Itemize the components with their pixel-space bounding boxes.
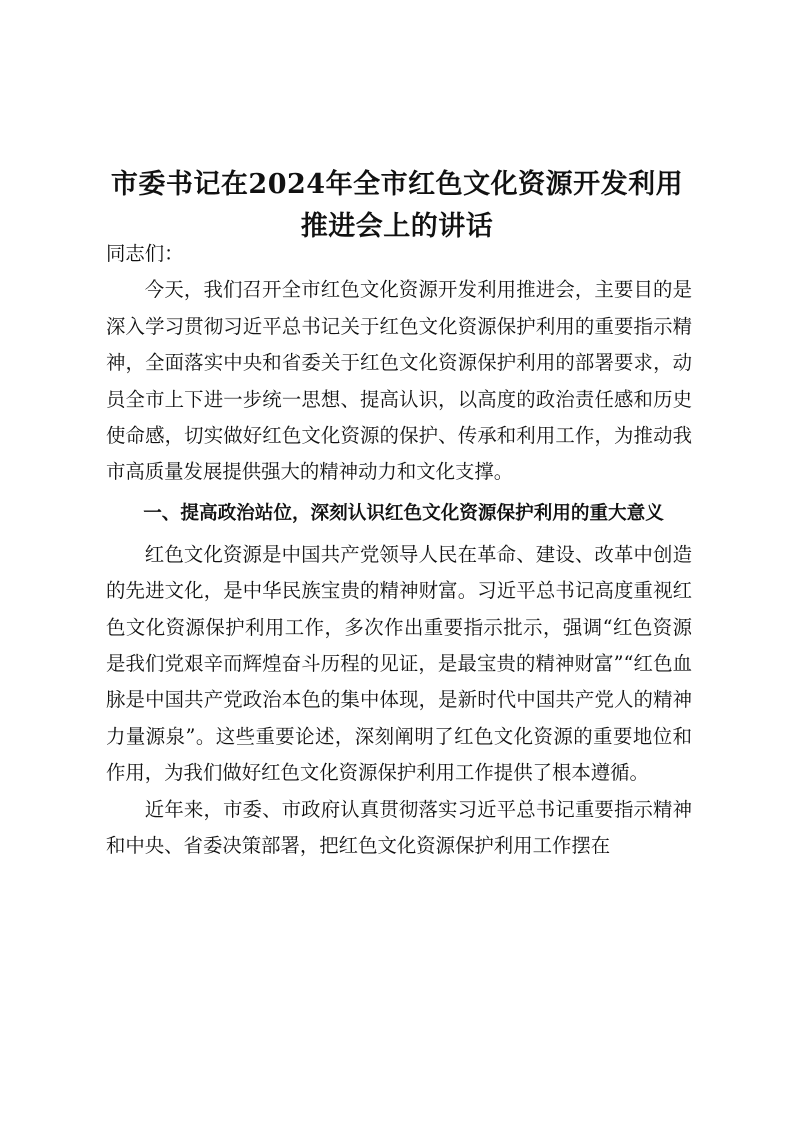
section-heading-1: 一、提高政治站位，深刻认识红色文化资源保护利用的重大意义 (143, 502, 664, 524)
intro-paragraph: 今天，我们召开全市红色文化资源开发利用推进会，主要目的是深入学习贯彻习近平总书记关于红色文化资源保护利用的重要指示精神，全面落实中央和省委关于红色文化资源保护利用的部署要求，动员全市上下进一步统一思想、提高认识，以高度的政治责任感和历史使命感，切实做好红色文化资源的保护、传承和利用工作，为推动我市高质量发展提供强大的精神动力和文化支撑。 (106, 278, 692, 484)
section-1-paragraph-2: 近年来，市委、市政府认真贯彻落实习近平总书记重要指示精神和中央、省委决策部署，把红色文化资源保护利用工作摆在 (106, 797, 692, 858)
salutation: 同志们： (106, 242, 184, 265)
document-body (106, 236, 692, 865)
section-1-paragraph-1: 红色文化资源是中国共产党领导人民在革命、建设、改革中创造的先进文化，是中华民族宝贵的精神财富。习近平总书记高度重视红色文化资源保护利用工作，多次作出重要指示批示，强调“红色资源是我们党艰辛而辉煌奋斗历程的见证，是最宝贵的精神财富”“红色血脉是中国共产党政治本色的集中体现，是新时代中国共产党人的精神力量源泉”。这些重要论述，深刻阐明了红色文化资源的重要地位和作用，为我们做好红色文化资源保护利用工作提供了根本遵循。 (106, 542, 692, 785)
document-title: 市委书记在2024年全市红色文化资源开发利用推进会上的讲话 (110, 169, 684, 243)
